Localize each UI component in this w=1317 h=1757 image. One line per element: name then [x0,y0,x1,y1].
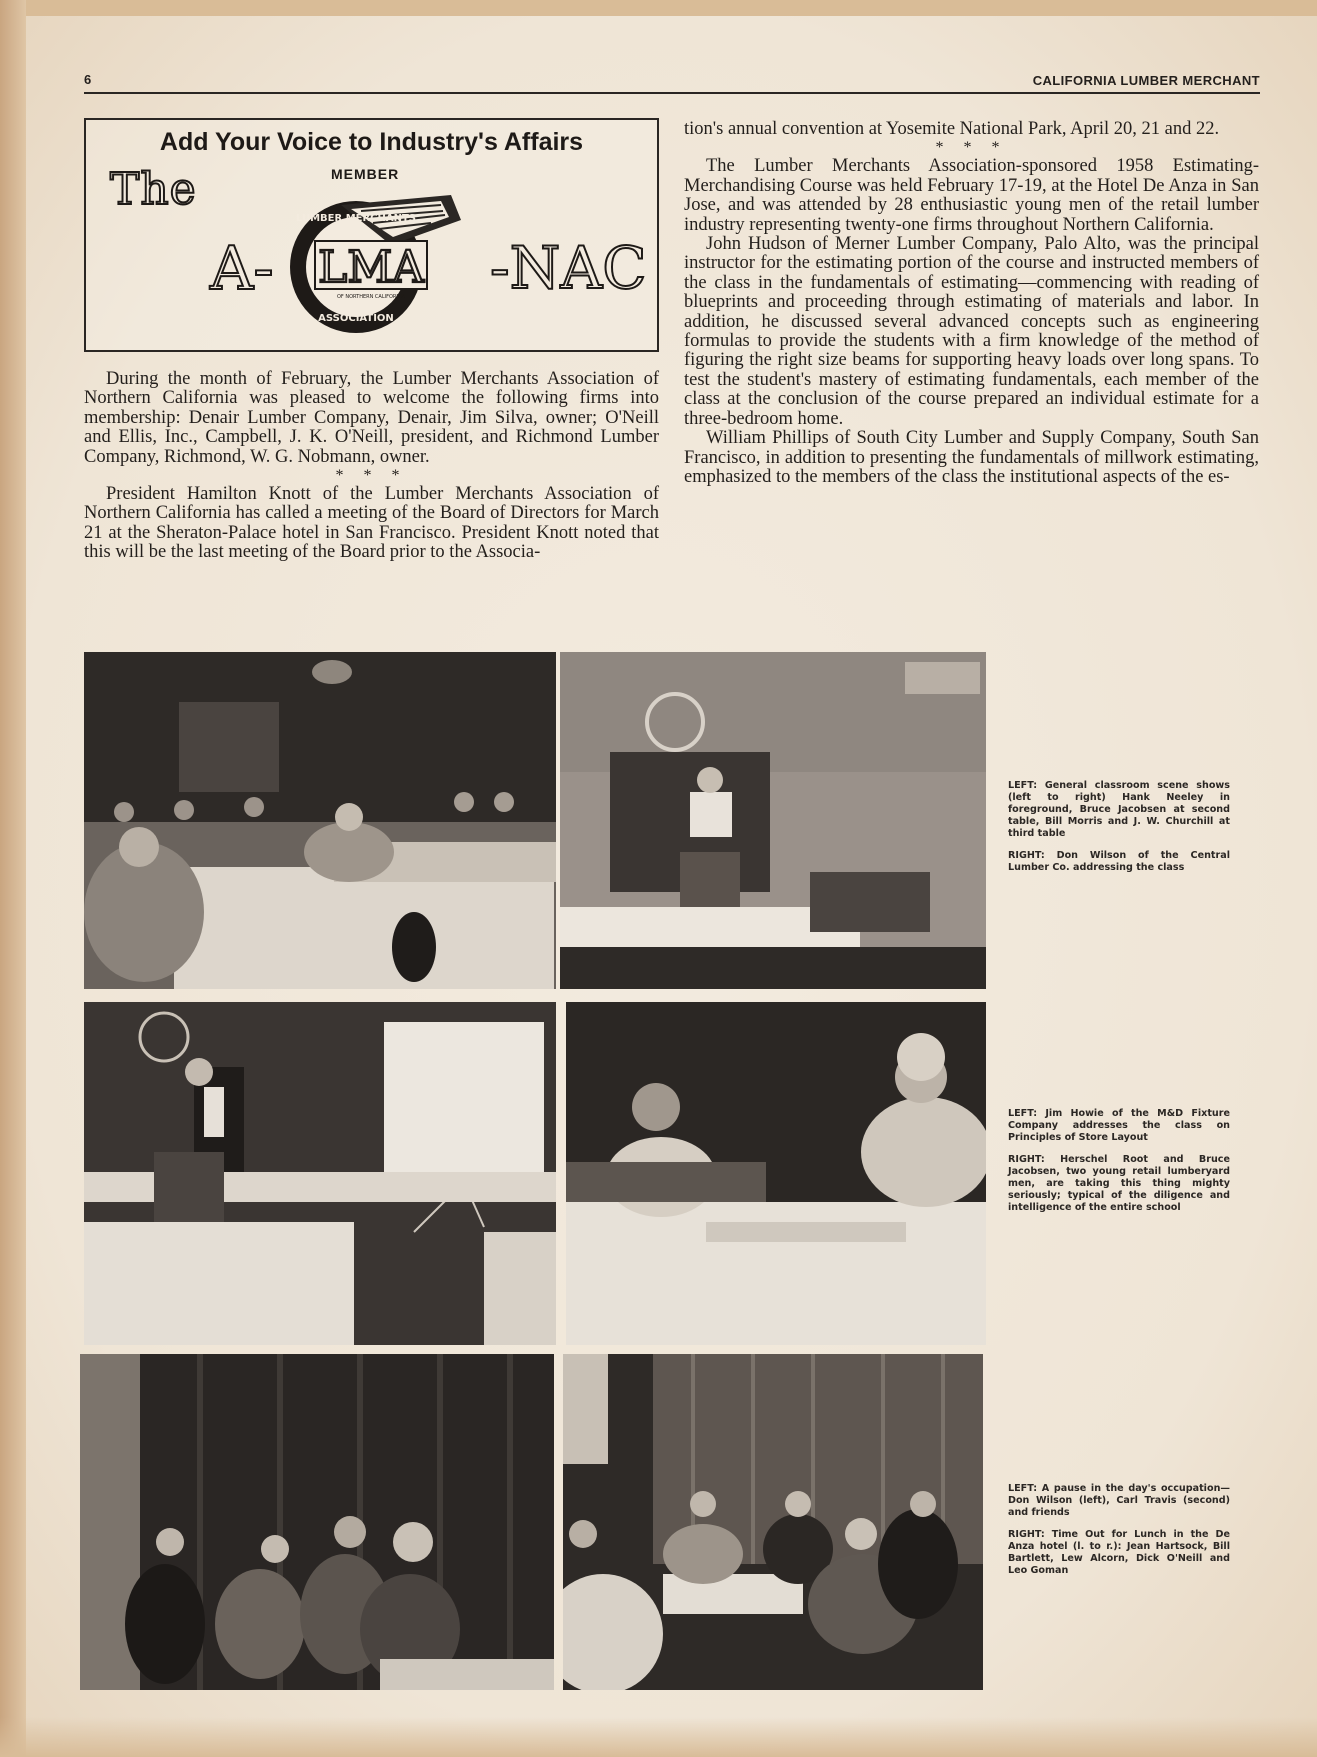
photo-don-wilson-addressing [560,652,986,989]
right-column [684,120,1259,487]
section-divider: * * * [335,467,408,485]
paragraph-new-members: During the month of February, the Lumber Merchants Association of Northern California was pleased to welcome the following firms into membership: Denair Lumber Company, Denair, Jim Silva, owner; O'Neill and Ellis, Inc., Campbell, J. K. O'Neill, president, and Richmond Lumber Company, Richmond, W. G. Nobmann, owner. [84,369,659,467]
caption-row3-right: RIGHT: Time Out for Lunch in the De Anza hotel (l. to r.): Jean Hartsock, Bill Bartlett, Lew Alcorn, Dick O'Neill and Leo Goman [1008,1529,1230,1576]
page-left-edge [0,0,26,1757]
caption-row1-right: RIGHT: Don Wilson of the Central Lumber Co. addressing the class [1008,850,1230,873]
seal-top-text: LUMBER MERCHANTS [295,213,417,224]
caption-row-1 [1008,780,1230,884]
running-header [84,70,1260,94]
seal-lma-text: LMA [317,242,425,293]
photo-lunch-de-anza [563,1354,983,1690]
lma-seal-logo [281,185,481,345]
caption-row2-right: RIGHT: Herschel Root and Bruce Jacobsen, two young retail lumberyard men, are taking this thing mighty seriously; typical of the diligence and intelligence of the entire school [1008,1154,1230,1213]
a-lma-nac-masthead [84,118,659,352]
masthead-a-word: A- [210,234,274,304]
seal-inner-text: OF NORTHERN CALIFORNIA [336,294,406,300]
caption-row1-left: LEFT: General classroom scene shows (left to right) Hank Neeley in foreground, Bruce Jacobsen at second table, Bill Morris and J. W. Churchill at third table [1008,780,1230,839]
paragraph-john-hudson: John Hudson of Merner Lumber Company, Palo Alto, was the principal instructor for the estimating portion of the course and instructed members of the class in the fundamentals of estimating—commencing with reading of blueprints and proceeding through estimating of materials and labor. In addition, he discussed several advanced concepts such as engineering formulas to provide the students with a firm knowledge of the method of figuring the right size beams for supporting heavy loads over long spans. To test the student's mastery of estimating fundamentals, each member of the class at the conclusion of the course prepared an individual estimate for a three-bedroom home. [684,234,1259,429]
photo-pause-in-day [80,1354,554,1690]
masthead-the: The [110,164,197,215]
paragraph-board-meeting: President Hamilton Knott of the Lumber Merchants Association of Northern California has called a meeting of the Board of Directors for March 21 at the Sheraton-Palace hotel in San Francisco. President Knott noted that this will be the last meeting of the Board prior to the Associa- [84,484,659,563]
photo-jim-howie [84,1002,556,1345]
section-divider: * * * [935,139,1008,157]
caption-row-3 [1008,1483,1230,1587]
masthead-nac-word: -NAC [490,234,647,302]
masthead-headline: Add Your Voice to Industry's Affairs [159,128,584,156]
photo-classroom-scene [84,652,556,989]
page-number: 6 [84,72,92,87]
paragraph-william-phillips: William Phillips of South City Lumber and Supply Company, South San Francisco, in addition to presenting the fundamentals of millwork estimating, emphasized to the members of the class the institutional aspects of the es- [684,428,1259,487]
caption-row2-left: LEFT: Jim Howie of the M&D Fixture Company addresses the class on Principles of Store Layout [1008,1108,1230,1143]
photo-root-and-jacobsen [566,1002,986,1345]
paragraph-convention-continued: tion's annual convention at Yosemite National Park, April 20, 21 and 22. [684,119,1220,139]
publication-title: CALIFORNIA LUMBER MERCHANT [1032,73,1260,88]
paragraph-course-overview: The Lumber Merchants Association-sponsored 1958 Estimating-Merchandising Course was held February 17-19, at the Hotel De Anza in San Jose, and was attended by 28 enthusiastic young men of the retail lumber industry representing twenty-one firms throughout Northern California. [684,156,1259,235]
caption-row-2 [1008,1108,1230,1224]
seal-bottom-text: ASSOCIATION [318,313,394,324]
masthead-member-label: MEMBER [331,166,400,182]
page-bottom-edge [0,1717,1317,1757]
page-top-edge [0,0,1317,16]
caption-row3-left: LEFT: A pause in the day's occupation—Don Wilson (left), Carl Travis (second) and friends [1008,1483,1230,1518]
left-column [84,370,659,563]
